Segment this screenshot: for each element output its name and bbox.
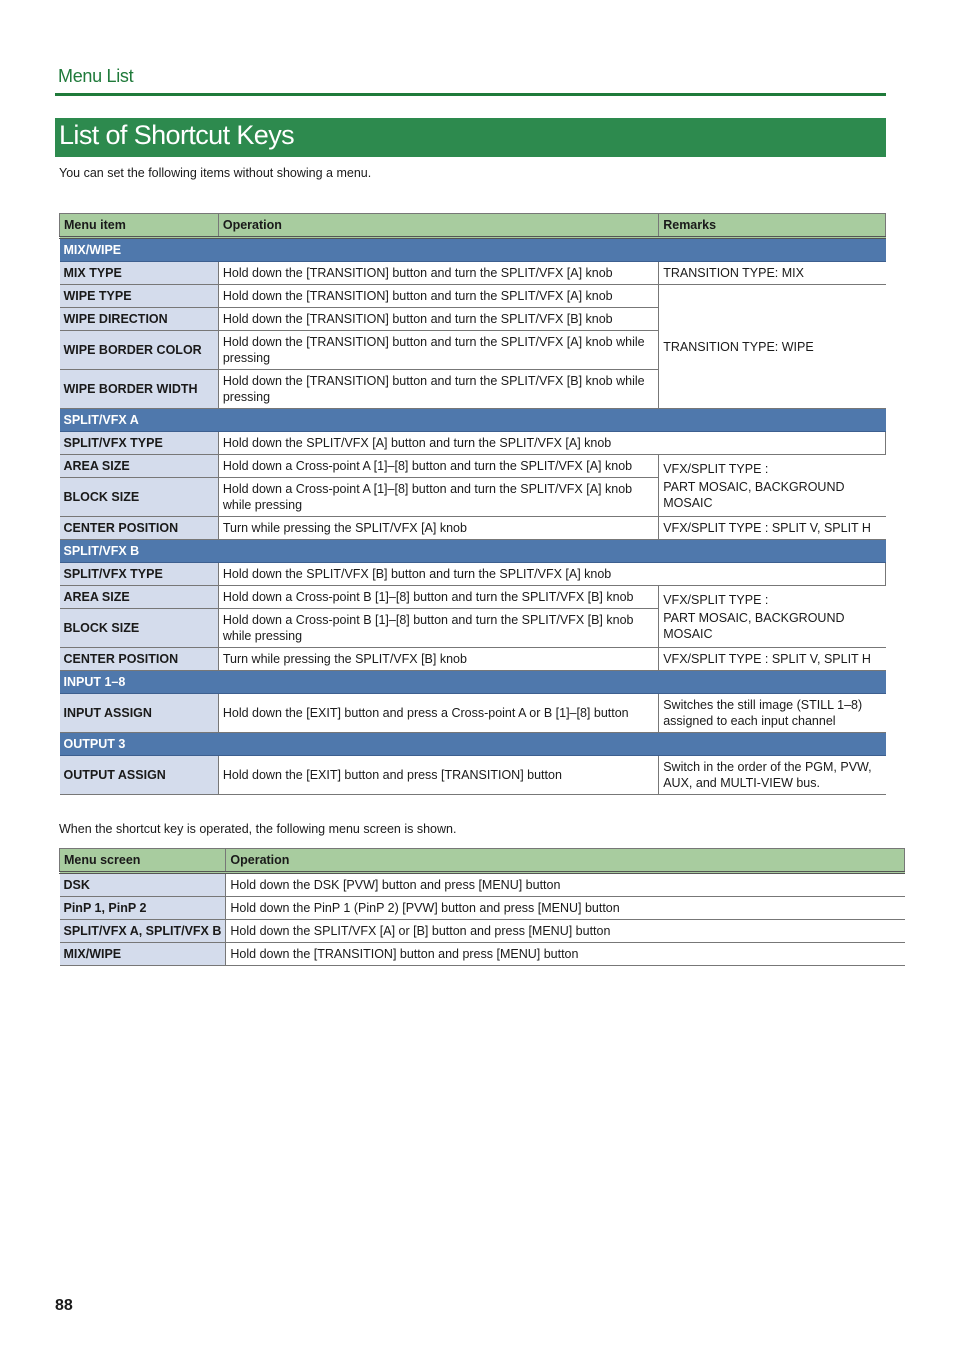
group-label: INPUT 1–8 (60, 671, 886, 694)
operation-cell: Hold down a Cross-point A [1]–[8] button and turn the SPLIT/VFX [A] knob (218, 455, 658, 478)
remarks-cell (659, 455, 886, 517)
operation-cell: Hold down a Cross-point B [1]–[8] button and turn the SPLIT/VFX [B] knob while pressing (218, 609, 658, 648)
remarks-cell (659, 586, 886, 648)
operation-cell: Hold down the [TRANSITION] button and turn the SPLIT/VFX [B] knob (218, 308, 658, 331)
table-row (60, 943, 905, 966)
menu-screen-cell: MIX/WIPE (60, 943, 226, 966)
operation-cell: Hold down the DSK [PVW] button and press [MENU] button (226, 873, 905, 897)
table-row (60, 756, 886, 795)
group-label: SPLIT/VFX A (60, 409, 886, 432)
table-row (60, 285, 886, 308)
menu-item-cell: BLOCK SIZE (60, 609, 219, 648)
menu-item-cell: CENTER POSITION (60, 517, 219, 540)
note-text: When the shortcut key is operated, the following menu screen is shown. (59, 822, 457, 836)
table-row (60, 648, 886, 671)
operation-cell: Hold down the SPLIT/VFX [A] or [B] button and press [MENU] button (226, 920, 905, 943)
column-header: Menu item (60, 214, 219, 238)
table-row (60, 586, 886, 609)
page-title: List of Shortcut Keys (59, 120, 295, 150)
remarks-cell: TRANSITION TYPE: WIPE (659, 285, 886, 409)
column-header: Remarks (659, 214, 886, 238)
table-row (60, 517, 886, 540)
table-row (60, 432, 886, 455)
table-row (60, 897, 905, 920)
menu-item-cell: INPUT ASSIGN (60, 694, 219, 733)
table-header-row (60, 849, 905, 873)
menu-item-cell: SPLIT/VFX TYPE (60, 563, 219, 586)
menu-item-cell: AREA SIZE (60, 455, 219, 478)
menu-screen-cell: PinP 1, PinP 2 (60, 897, 226, 920)
section-divider (55, 93, 886, 96)
page-title-bar (55, 118, 886, 157)
column-header: Operation (226, 849, 905, 873)
table-row (60, 455, 886, 478)
page-number: 88 (55, 1297, 73, 1314)
group-row (60, 238, 886, 262)
operation-cell: Hold down the [TRANSITION] button and turn the SPLIT/VFX [A] knob (218, 262, 658, 285)
section-label: Menu List (58, 66, 134, 86)
operation-cell: Hold down the [EXIT] button and press a Cross-point A or B [1]–[8] button (218, 694, 658, 733)
menu-item-cell: MIX TYPE (60, 262, 219, 285)
menu-item-cell: OUTPUT ASSIGN (60, 756, 219, 795)
table-row (60, 873, 905, 897)
group-label: OUTPUT 3 (60, 733, 886, 756)
remarks-line: PART MOSAIC, BACKGROUND MOSAIC (663, 610, 845, 641)
group-row (60, 733, 886, 756)
table-row (60, 920, 905, 943)
remarks-cell: VFX/SPLIT TYPE : SPLIT V, SPLIT H (659, 648, 886, 671)
remarks-cell: Switches the still image (STILL 1–8) assigned to each input channel (659, 694, 886, 733)
operation-cell: Hold down the SPLIT/VFX [B] button and turn the SPLIT/VFX [A] knob (218, 563, 885, 586)
remarks-cell: VFX/SPLIT TYPE : SPLIT V, SPLIT H (659, 517, 886, 540)
operation-cell: Hold down the [TRANSITION] button and turn the SPLIT/VFX [A] knob (218, 285, 658, 308)
remarks-line: VFX/SPLIT TYPE : (663, 592, 769, 607)
menu-item-cell: WIPE BORDER COLOR (60, 331, 219, 370)
menu-screen-cell: DSK (60, 873, 226, 897)
group-label: SPLIT/VFX B (60, 540, 886, 563)
operation-cell: Hold down the [TRANSITION] button and turn the SPLIT/VFX [B] knob while pressing (218, 370, 658, 409)
remarks-line: VFX/SPLIT TYPE : (663, 461, 769, 476)
remarks-cell: Switch in the order of the PGM, PVW, AUX, and MULTI-VIEW bus. (659, 756, 886, 795)
operation-cell: Hold down the [TRANSITION] button and turn the SPLIT/VFX [A] knob while pressing (218, 331, 658, 370)
group-row (60, 671, 886, 694)
intro-text: You can set the following items without showing a menu. (59, 166, 372, 180)
column-header: Menu screen (60, 849, 226, 873)
table-header-row (60, 214, 886, 238)
menu-item-cell: AREA SIZE (60, 586, 219, 609)
table-row (60, 262, 886, 285)
remarks-cell: TRANSITION TYPE: MIX (659, 262, 886, 285)
menu-item-cell: WIPE TYPE (60, 285, 219, 308)
group-row (60, 540, 886, 563)
menu-item-cell: WIPE BORDER WIDTH (60, 370, 219, 409)
operation-cell: Hold down the SPLIT/VFX [A] button and turn the SPLIT/VFX [A] knob (218, 432, 885, 455)
operation-cell: Hold down the PinP 1 (PinP 2) [PVW] button and press [MENU] button (226, 897, 905, 920)
operation-cell: Hold down a Cross-point A [1]–[8] button and turn the SPLIT/VFX [A] knob while pressing (218, 478, 658, 517)
operation-cell: Hold down the [EXIT] button and press [TRANSITION] button (218, 756, 658, 795)
table-row (60, 694, 886, 733)
operation-cell: Turn while pressing the SPLIT/VFX [A] knob (218, 517, 658, 540)
group-row (60, 409, 886, 432)
menu-item-cell: CENTER POSITION (60, 648, 219, 671)
menu-item-cell: WIPE DIRECTION (60, 308, 219, 331)
menu-screen-cell: SPLIT/VFX A, SPLIT/VFX B (60, 920, 226, 943)
group-label: MIX/WIPE (60, 238, 886, 262)
menu-item-cell: BLOCK SIZE (60, 478, 219, 517)
menu-screen-table (59, 848, 905, 966)
menu-item-cell: SPLIT/VFX TYPE (60, 432, 219, 455)
operation-cell: Hold down a Cross-point B [1]–[8] button and turn the SPLIT/VFX [B] knob (218, 586, 658, 609)
column-header: Operation (218, 214, 658, 238)
operation-cell: Turn while pressing the SPLIT/VFX [B] knob (218, 648, 658, 671)
shortcut-keys-table (59, 213, 886, 795)
table-row (60, 563, 886, 586)
operation-cell: Hold down the [TRANSITION] button and press [MENU] button (226, 943, 905, 966)
remarks-line: PART MOSAIC, BACKGROUND MOSAIC (663, 479, 845, 510)
